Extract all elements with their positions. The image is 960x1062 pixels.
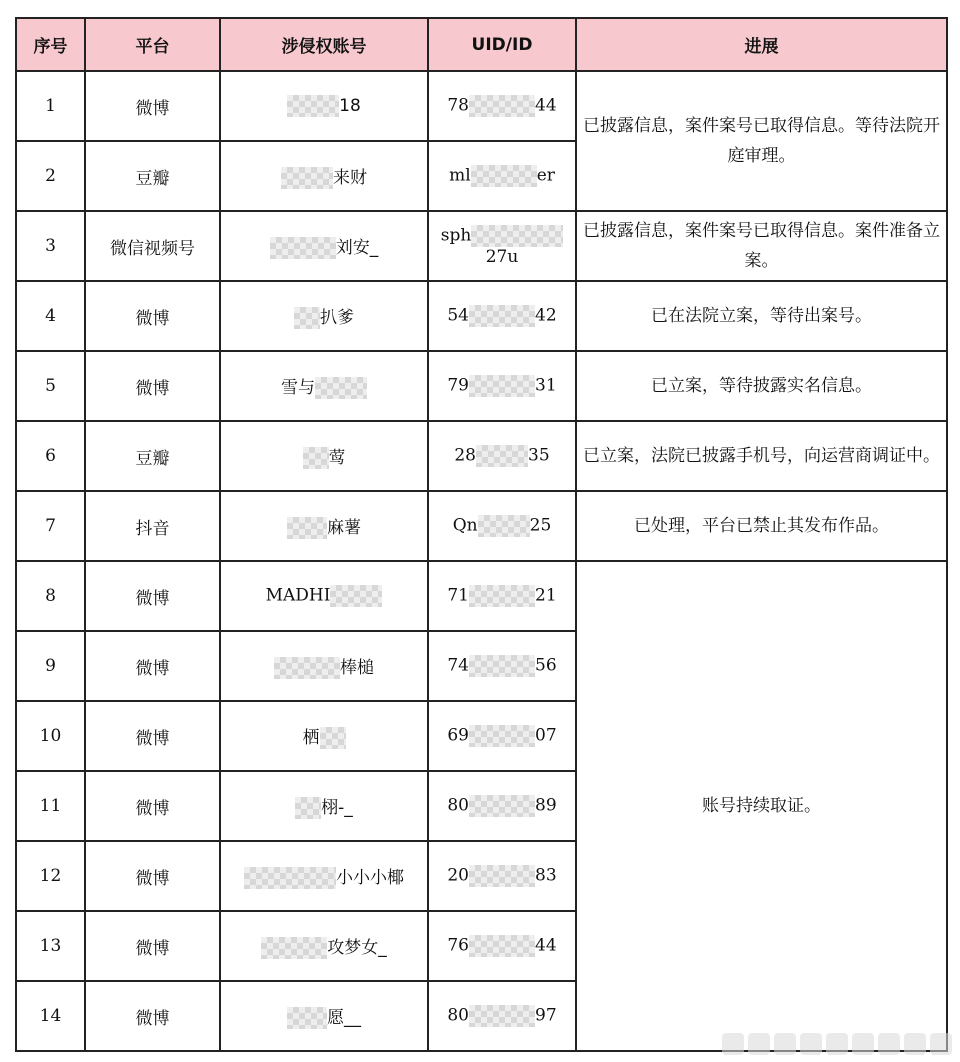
uid-prefix: 79 (447, 375, 469, 396)
account-cell (220, 561, 428, 631)
redaction-mosaic (294, 307, 320, 329)
header-platform: 平台 (85, 18, 220, 71)
platform-cell: 微博 (85, 701, 220, 771)
redaction-mosaic (303, 447, 329, 469)
watermark-glyph-icon (904, 1033, 926, 1055)
account-cell (220, 701, 428, 771)
redaction-mosaic (287, 517, 327, 539)
progress-cell: 已立案，等待披露实名信息。 (576, 351, 947, 421)
account-visible: 扒爹 (320, 308, 354, 328)
uid-prefix: 80 (447, 795, 469, 816)
seq-cell: 13 (16, 911, 85, 981)
uid-cell (428, 631, 576, 701)
uid-prefix: Qn (452, 515, 478, 536)
seq-cell: 11 (16, 771, 85, 841)
uid-cell (428, 491, 576, 561)
uid-suffix: er (536, 165, 555, 186)
redaction-mosaic (469, 95, 535, 117)
uid-suffix: 35 (528, 445, 550, 466)
seq-cell: 9 (16, 631, 85, 701)
table-row (16, 561, 947, 631)
header-uid: UID/ID (428, 18, 576, 71)
account-visible: 刘安_ (335, 238, 379, 258)
watermark-glyph-icon (800, 1033, 822, 1055)
table-row (16, 211, 947, 281)
uid-prefix: 74 (447, 655, 469, 676)
uid-suffix: 56 (535, 655, 557, 676)
platform-cell: 微信视频号 (85, 211, 220, 281)
account-cell (220, 211, 428, 281)
redaction-mosaic (471, 225, 563, 247)
account-cell (220, 141, 428, 211)
account-visible: 莺 (328, 448, 346, 468)
platform-cell: 抖音 (85, 491, 220, 561)
table-row (16, 491, 947, 561)
uid-prefix: ml (449, 165, 471, 186)
redaction-mosaic (330, 585, 382, 607)
seq-cell: 10 (16, 701, 85, 771)
account-visible: 棒槌 (340, 658, 374, 678)
redaction-mosaic (261, 937, 327, 959)
seq-cell: 8 (16, 561, 85, 631)
uid-suffix: 21 (535, 585, 557, 606)
uid-prefix: sph (440, 225, 472, 246)
uid-cell (428, 911, 576, 981)
uid-suffix: 97 (535, 1005, 557, 1026)
account-visible: 麻薯 (327, 518, 361, 538)
uid-suffix: 31 (535, 375, 557, 396)
header-account: 涉侵权账号 (220, 18, 428, 71)
uid-prefix: 69 (447, 725, 469, 746)
watermark-glyph-icon (722, 1033, 744, 1055)
header-row (16, 18, 947, 71)
uid-suffix: 07 (535, 725, 557, 746)
watermark (722, 1029, 954, 1059)
watermark-glyph-icon (826, 1033, 848, 1055)
account-cell (220, 281, 428, 351)
header-progress: 进展 (576, 18, 947, 71)
account-visible: 栩-_ (321, 798, 353, 818)
uid-cell (428, 841, 576, 911)
uid-cell (428, 771, 576, 841)
uid-suffix: 89 (535, 795, 557, 816)
platform-cell: 微博 (85, 561, 220, 631)
redaction-mosaic (315, 377, 367, 399)
platform-cell: 微博 (85, 981, 220, 1051)
uid-cell (428, 981, 576, 1051)
table-row (16, 351, 947, 421)
uid-suffix: 44 (535, 935, 557, 956)
account-cell (220, 631, 428, 701)
uid-suffix: 44 (535, 95, 557, 116)
redaction-mosaic (478, 515, 530, 537)
seq-cell: 1 (16, 71, 85, 141)
redaction-mosaic (471, 165, 537, 187)
seq-cell: 3 (16, 211, 85, 281)
account-cell (220, 491, 428, 561)
uid-cell (428, 71, 576, 141)
seq-cell: 6 (16, 421, 85, 491)
redaction-mosaic (287, 1007, 327, 1029)
platform-cell: 微博 (85, 281, 220, 351)
redaction-mosaic (469, 375, 535, 397)
redaction-mosaic (320, 727, 346, 749)
account-visible: 来财 (333, 168, 367, 188)
account-visible: 雪与 (281, 378, 315, 398)
uid-cell (428, 561, 576, 631)
uid-prefix: 71 (447, 585, 469, 606)
uid-suffix: 25 (529, 515, 552, 536)
uid-cell (428, 141, 576, 211)
table-row (16, 71, 947, 141)
uid-prefix: 80 (447, 1005, 469, 1026)
progress-cell: 已在法院立案，等待出案号。 (576, 281, 947, 351)
account-cell (220, 841, 428, 911)
account-cell (220, 351, 428, 421)
platform-cell: 豆瓣 (85, 141, 220, 211)
uid-prefix: 76 (447, 935, 469, 956)
progress-cell: 已处理，平台已禁止其发布作品。 (576, 491, 947, 561)
redaction-mosaic (469, 655, 535, 677)
watermark-glyph-icon (878, 1033, 900, 1055)
progress-cell: 已立案，法院已披露手机号，向运营商调证中。 (576, 421, 947, 491)
redaction-mosaic (281, 167, 333, 189)
uid-prefix: 78 (447, 95, 469, 116)
infringement-table (15, 17, 948, 1052)
progress-cell: 已披露信息，案件案号已取得信息。等待法院开庭审理。 (576, 71, 947, 211)
uid-suffix: 83 (535, 865, 557, 886)
table-row (16, 421, 947, 491)
redaction-mosaic (469, 935, 535, 957)
redaction-mosaic (274, 657, 340, 679)
redaction-mosaic (469, 305, 535, 327)
redaction-mosaic (476, 445, 528, 467)
account-cell (220, 771, 428, 841)
progress-cell: 账号持续取证。 (576, 561, 947, 1051)
seq-cell: 14 (16, 981, 85, 1051)
platform-cell: 微博 (85, 71, 220, 141)
platform-cell: 微博 (85, 351, 220, 421)
redaction-mosaic (469, 1005, 535, 1027)
redaction-mosaic (469, 725, 535, 747)
watermark-glyph-icon (930, 1033, 952, 1055)
uid-prefix: 28 (454, 445, 476, 466)
account-cell (220, 421, 428, 491)
account-visible: 栖 (302, 728, 320, 748)
account-visible: 攻梦女_ (327, 938, 387, 958)
account-visible: 小小小椰 (336, 868, 404, 888)
table-row (16, 281, 947, 351)
watermark-glyph-icon (748, 1033, 770, 1055)
seq-cell: 5 (16, 351, 85, 421)
uid-prefix: 54 (447, 305, 469, 326)
redaction-mosaic (469, 795, 535, 817)
uid-cell (428, 281, 576, 351)
uid-cell (428, 701, 576, 771)
platform-cell: 微博 (85, 631, 220, 701)
uid-suffix: 27u (485, 247, 519, 267)
account-cell (220, 981, 428, 1051)
watermark-glyph-icon (852, 1033, 874, 1055)
seq-cell: 7 (16, 491, 85, 561)
watermark-glyph-icon (774, 1033, 796, 1055)
account-visible: 愿__ (327, 1008, 361, 1028)
progress-cell: 已披露信息，案件案号已取得信息。案件准备立案。 (576, 211, 947, 281)
seq-cell: 2 (16, 141, 85, 211)
redaction-mosaic (469, 585, 535, 607)
seq-cell: 4 (16, 281, 85, 351)
account-visible: 18 (339, 96, 361, 116)
redaction-mosaic (287, 95, 339, 117)
platform-cell: 微博 (85, 771, 220, 841)
seq-cell: 12 (16, 841, 85, 911)
redaction-mosaic (469, 865, 535, 887)
uid-suffix: 42 (535, 305, 557, 326)
uid-prefix: 20 (447, 865, 469, 886)
uid-cell (428, 421, 576, 491)
uid-cell (428, 211, 576, 281)
redaction-mosaic (295, 797, 321, 819)
platform-cell: 微博 (85, 841, 220, 911)
platform-cell: 豆瓣 (85, 421, 220, 491)
uid-cell (428, 351, 576, 421)
platform-cell: 微博 (85, 911, 220, 981)
account-cell (220, 71, 428, 141)
account-visible: MADHI (265, 585, 331, 606)
account-cell (220, 911, 428, 981)
redaction-mosaic (270, 237, 336, 259)
redaction-mosaic (244, 867, 336, 889)
header-seq: 序号 (16, 18, 85, 71)
